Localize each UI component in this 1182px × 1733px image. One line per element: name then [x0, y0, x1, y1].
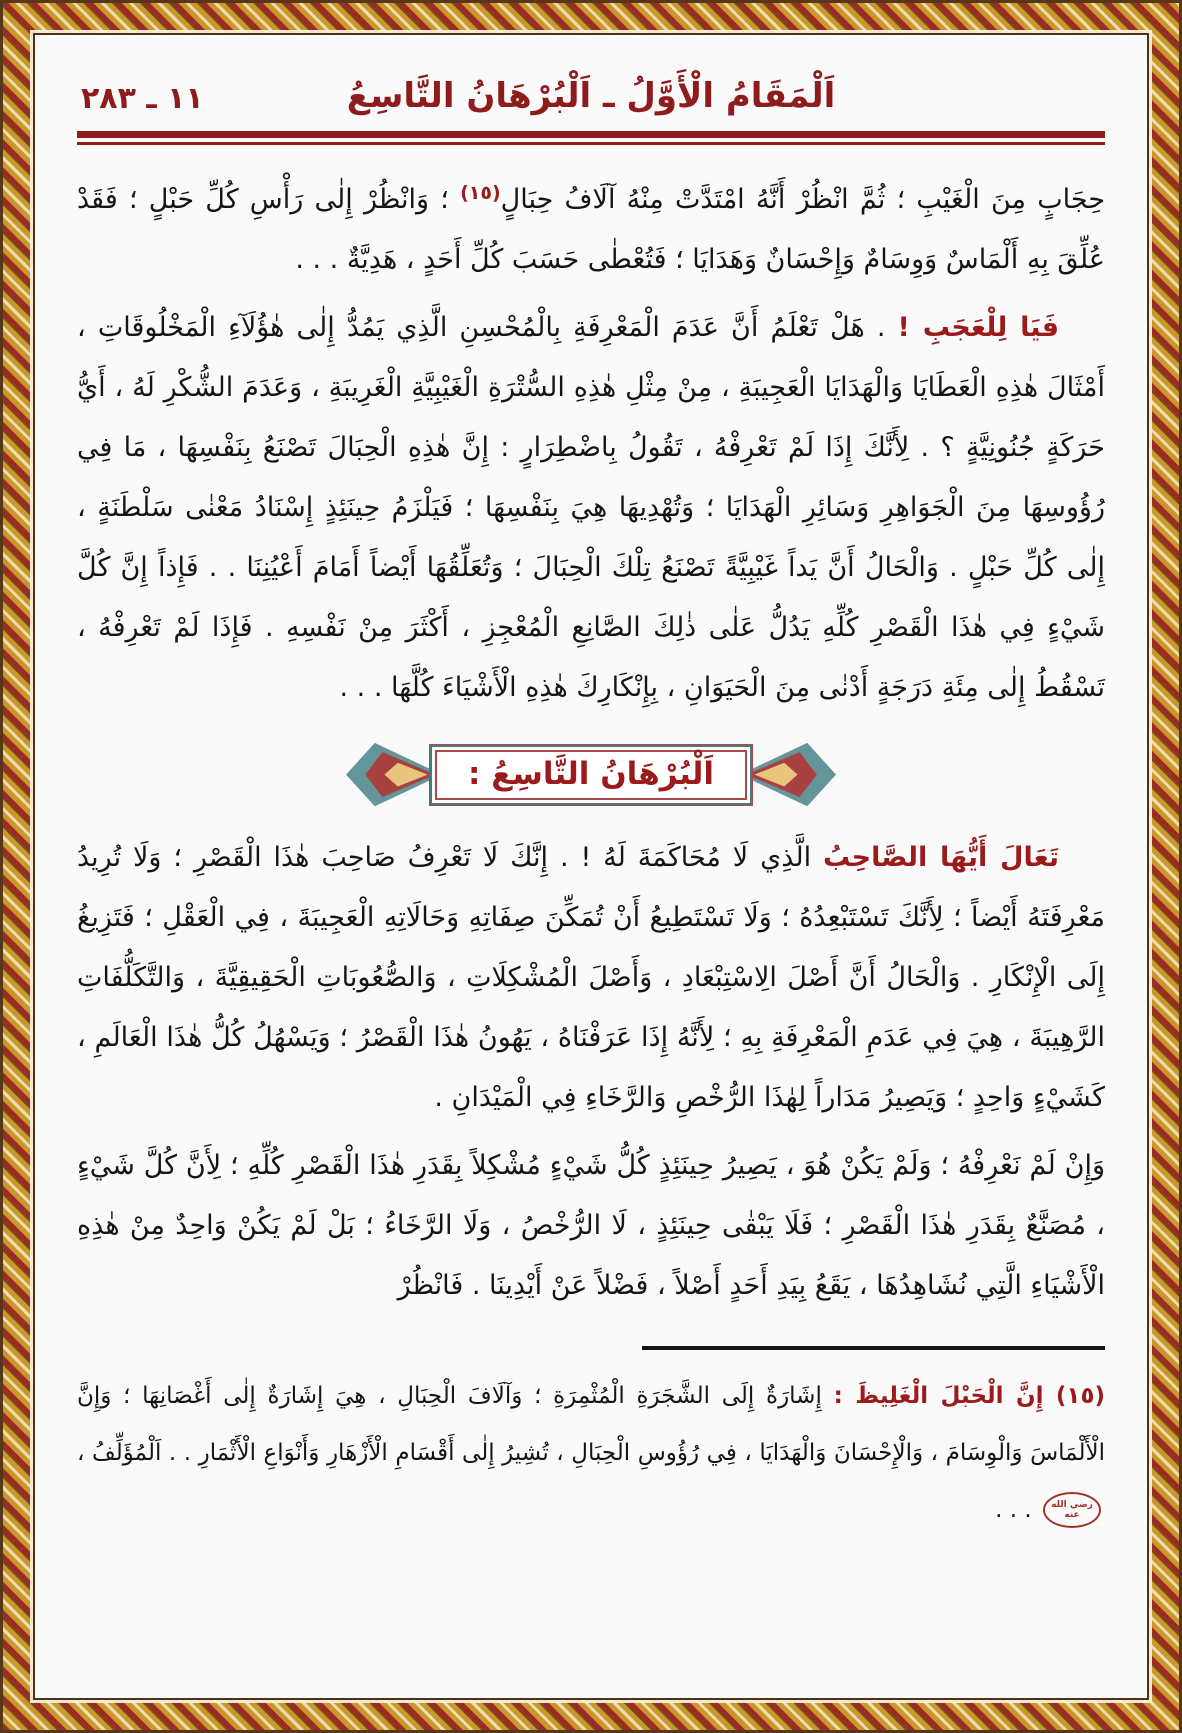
paragraph-1-text-post: ؛ وَانْظُرْ إِلٰى رَأْسِ كُلِّ حَبْلٍ ؛ فَقَدْ عُلِّقَ بِهِ أَلْمَاسٌ وَوِسَامٌ وَإِحْسَانٌ وَهَدَايَا ؛ فَتُعْطٰى حَسَبَ كُلِّ أَحَدٍ ، هَدِيَّةٌ . . .	[77, 183, 1105, 275]
page-number: ١١ ـ ٢٨٣	[81, 81, 204, 116]
paragraph-2-text: . هَلْ تَعْلَمُ أَنَّ عَدَمَ الْمَعْرِفَةِ بِالْمُحْسِنِ الَّذِي يَمُدُّ إِلٰى هٰؤُلَآءِ الْمَخْلُوقَاتِ ، أَمْثَالَ هٰذِهِ الْعَطَايَا وَالْهَدَايَا الْعَجِيبَةِ ، مِنْ مِثْلِ هٰذِهِ السُّتْرَةِ الْغَيْبِيَّةِ الْغَرِيبَةِ ، وَعَدَمَ الشُّكْرِ لَهُ ، أَيُّ حَرَكَةٍ جُنُونِيَّةٍ ؟ . لِأَنَّكَ إِذَا لَمْ تَعْرِفْهُ ، تَقُولُ بِاضْطِرَارٍ : إِنَّ هٰذِهِ الْحِبَالَ تَصْنَعُ بِنَفْسِهَا ، مَا فِي رُؤُوسِهَا مِنَ الْجَوَاهِرِ وَسَائِرِ الْهَدَايَا ؛ وَتُهْدِيهَا هِيَ بِنَفْسِهَا ؛ فَيَلْزَمُ حِينَئِذٍ إِسْنَادُ مَعْنٰى سَلْطَنَةٍ ، إِلٰى كُلِّ حَبْلٍ . وَالْحَالُ أَنَّ يَداً غَيْبِيَّةً تَصْنَعُ تِلْكَ الْحِبَالَ ؛ وَتُعَلِّقُهَا أَيْضاً أَمَامَ أَعْيُنِنَا . . فَإِذاً إِنَّ كُلَّ شَيْءٍ فِي هٰذَا الْقَصْرِ كُلِّهِ يَدُلُّ عَلٰى ذٰلِكَ الصَّانِعِ الْمُعْجِزِ ، أَكْثَرَ مِنْ نَفْسِهِ . فَإِذَا لَمْ تَعْرِفْهُ ، تَسْقُطُ إِلٰى مِئَةِ دَرَجَةٍ أَدْنٰى مِنَ الْحَيَوَانِ ، بِإِنْكَارِكَ هٰذِهِ الْأَشْيَاءَ كُلَّهَا . . .	[77, 311, 1105, 703]
cartouche-ornament-left-icon	[740, 742, 836, 808]
paragraph-2-red-lead: فَيَا لِلْعَجَبِ !	[897, 311, 1059, 343]
paragraph-3-text: الَّذِي لَا مُحَاكَمَةَ لَهُ ! . إِنَّكَ لَا تَعْرِفُ صَاحِبَ هٰذَا الْقَصْرِ ؛ وَلَا تُرِيدُ مَعْرِفَتَهُ أَيْضاً ؛ لِأَنَّكَ تَسْتَبْعِدُهُ ؛ وَلَا تَسْتَطِيعُ أَنْ تُمَكِّنَ صِفَاتِهِ وَحَالَاتِهِ الْعَجِيبَةَ ، فِي الْعَقْلِ ؛ فَتَزِيغُ إِلَى الْإِنْكَارِ . وَالْحَالُ أَنَّ أَصْلَ الِاسْتِبْعَادِ ، وَأَصْلَ الْمُشْكِلَاتِ ، وَالصُّعُوبَاتِ الْحَقِيقِيَّةَ ، وَالتَّكَلُّفَاتِ الرَّهِيبَةَ ، هِيَ فِي عَدَمِ الْمَعْرِفَةِ بِهِ ؛ لِأَنَّهُ إِذَا عَرَفْنَاهُ ، يَهُونُ هٰذَا الْقَصْرُ ؛ وَيَسْهُلُ كُلُّ هٰذَا الْعَالَمِ ، كَشَيْءٍ وَاحِدٍ ؛ وَيَصِيرُ مَدَاراً لِهٰذَا الرُّخْصِ وَالرَّخَاءِ فِي الْمَيْدَانِ .	[77, 841, 1105, 1113]
cartouche-ornament-right-icon	[346, 742, 442, 808]
footnote-reference-15: (١٥)	[460, 181, 501, 204]
footnote-trailing-dots: . . .	[995, 1496, 1039, 1523]
body-text	[77, 163, 1105, 1316]
footnote-15	[77, 1368, 1105, 1539]
page-sheet	[33, 33, 1149, 1700]
title-double-rule	[77, 131, 1105, 145]
footnote-separator	[642, 1346, 1105, 1350]
page-title: اَلْمَقَامُ الْأَوَّلُ ـ اَلْبُرْهَانُ التَّاسِعُ	[346, 76, 836, 116]
paragraph-1	[77, 163, 1105, 290]
proof-banner: اَلْبُرْهَانُ التَّاسِعُ :	[430, 745, 752, 805]
paragraph-3-red-lead: تَعَالَ أَيُّهَا الصَّاحِبُ	[823, 841, 1059, 873]
paragraph-4-text: وَإِنْ لَمْ نَعْرِفْهُ ؛ وَلَمْ يَكُنْ هُوَ ، يَصِيرُ حِينَئِذٍ كُلُّ شَيْءٍ مُشْكِلاً بِقَدَرِ هٰذَا الْقَصْرِ كُلِّهِ ؛ لِأَنَّ كُلَّ شَيْءٍ ، مُصَنَّعٌ بِقَدَرِ هٰذَا الْقَصْرِ ؛ فَلَا يَبْقٰى حِينَئِذٍ ، لَا الرُّخْصُ ، وَلَا الرَّخَاءُ ؛ بَلْ لَمْ يَكُنْ وَاحِدٌ مِنْ هٰذِهِ الْأَشْيَاءِ الَّتِي نُشَاهِدُهَا ، يَقَعُ بِيَدِ أَحَدٍ أَصْلاً ، فَضْلاً عَنْ أَيْدِينَا . فَانْظُرْ	[77, 1149, 1105, 1301]
page-header	[77, 73, 1105, 145]
paragraph-4	[77, 1136, 1105, 1316]
paragraph-2	[77, 298, 1105, 718]
footnote-text: إِشَارَةٌ إِلَى الشَّجَرَةِ الْمُثْمِرَةِ ؛ وَآلَافَ الْحِبَالِ ، هِيَ إِشَارَةٌ إِلٰى أَغْصَانِهَا ؛ وَإِنَّ الْأَلْمَاسَ وَالْوِسَامَ ، وَالْإِحْسَانَ وَالْهَدَايَا ، فِي رُؤُوسِ الْحِبَالِ ، تُشِيرُ إِلٰى أَقْسَامِ الْأَزْهَارِ وَأَنْوَاعِ الْأَثْمَارِ . . اَلْمُؤَلِّفُ ،	[77, 1382, 1105, 1466]
paragraph-1-text-pre: حِجَابٍ مِنَ الْغَيْبِ ؛ ثُمَّ انْظُرْ أَنَّهُ امْتَدَّتْ مِنْهُ آلَافُ حِبَالٍ	[500, 183, 1106, 215]
author-seal-icon: رضي الله عنه	[1043, 1492, 1101, 1528]
footnote-red-lead: (١٥) إِنَّ الْحَبْلَ الْغَلِيظَ :	[833, 1382, 1105, 1409]
paragraph-3	[77, 828, 1105, 1128]
proof-banner-row	[77, 742, 1105, 808]
